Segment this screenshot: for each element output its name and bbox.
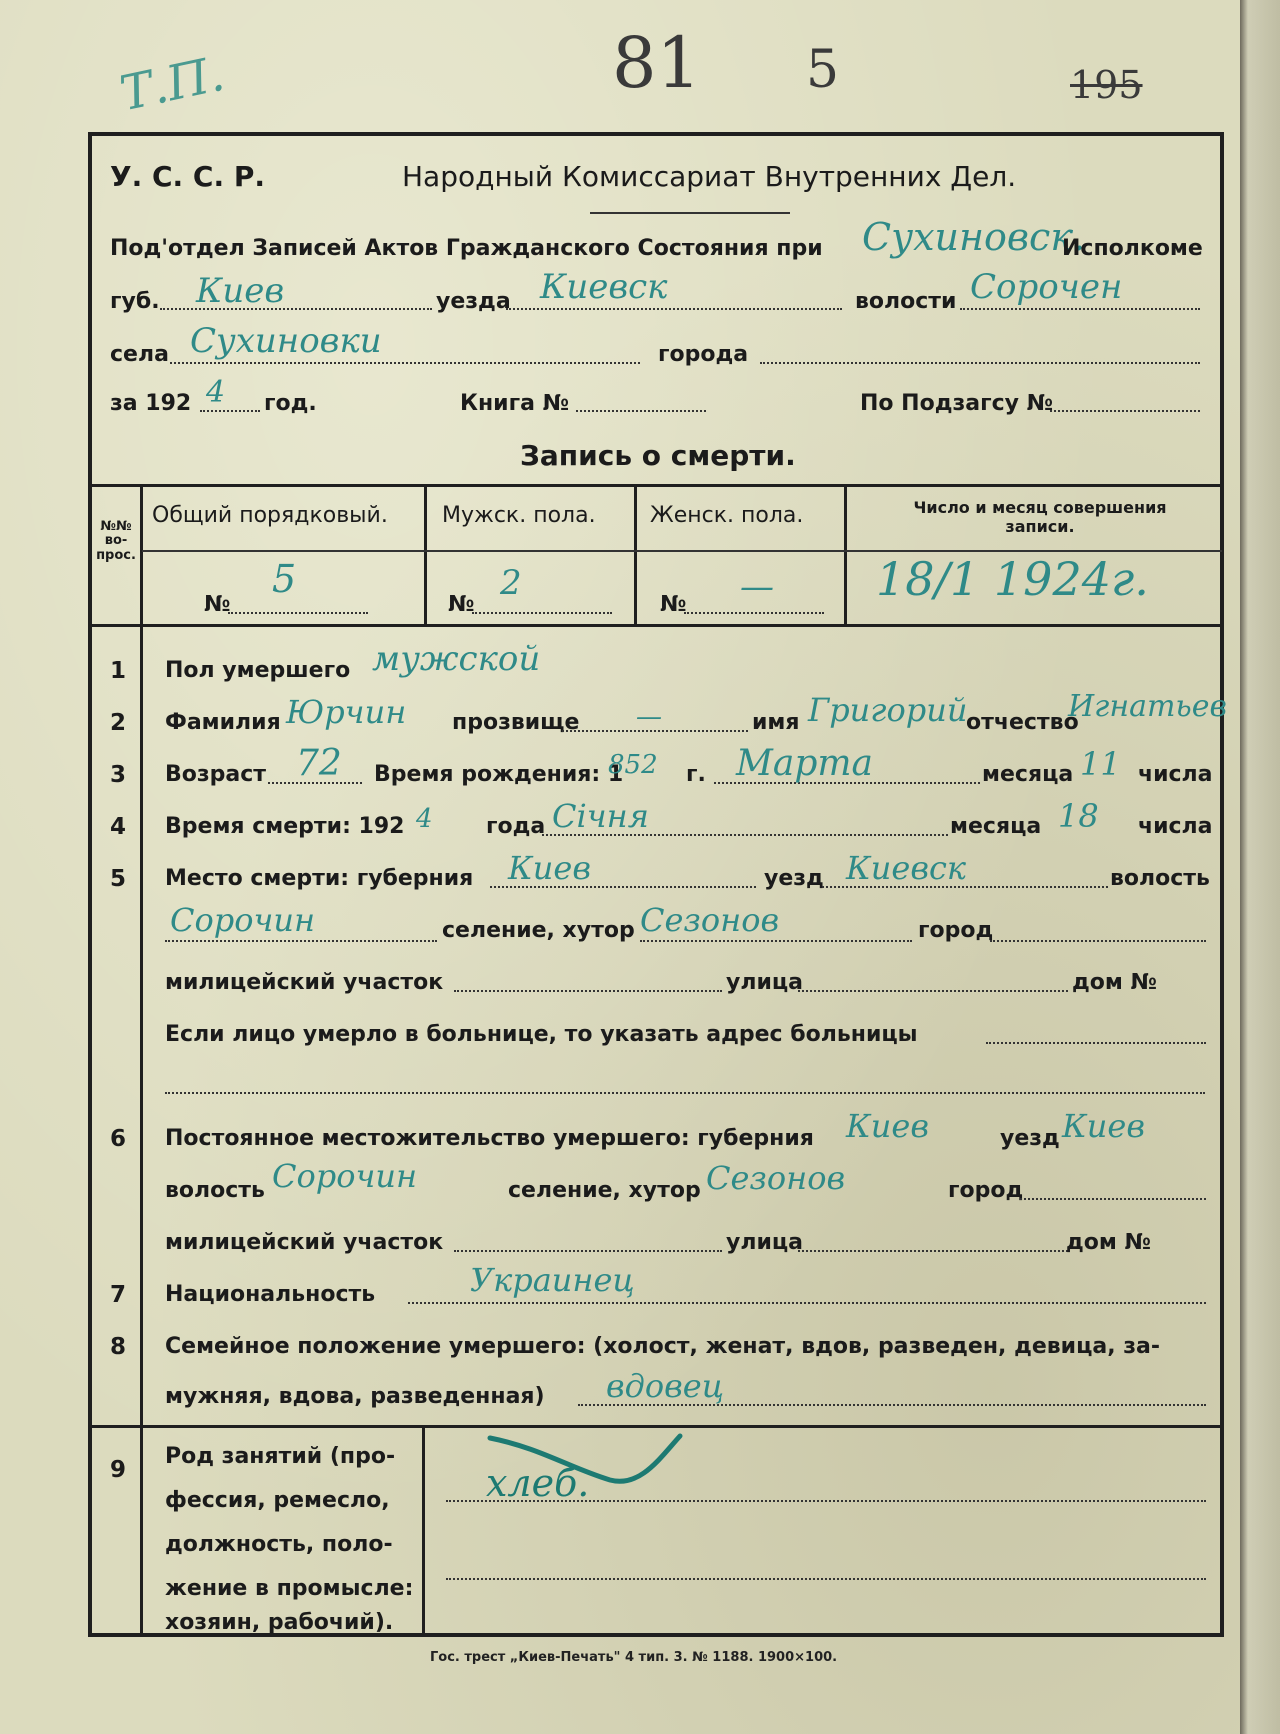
postoyan-uezd-fill: Киев	[1062, 1107, 1145, 1145]
familia-fill: Юрчин	[286, 693, 407, 731]
goda-label: года	[486, 814, 546, 839]
familia-label: Фамилия	[165, 710, 281, 735]
date-fill: 18/1 1924г.	[876, 552, 1149, 606]
nn-label: №№ во-прос.	[96, 519, 136, 563]
mesto-gub-fill: Киев	[508, 849, 591, 887]
postoyan-volost-fill: Сорочин	[272, 1157, 418, 1195]
printer-footer: Гос. трест „Киев-Печать" 4 тип. 3. № 1188. 1900×100.	[430, 1650, 838, 1665]
record-title: Запись о смерти.	[520, 439, 796, 472]
row-number-3: 3	[109, 762, 126, 788]
imya-label: имя	[752, 710, 800, 735]
smert-month-fill: Січня	[552, 797, 649, 835]
mesto-label: Место смерти: губерния	[165, 866, 474, 891]
mesto-uezd-label: уезд	[764, 866, 824, 891]
col-line-2	[424, 484, 427, 624]
pol-label: Пол умершего	[165, 658, 351, 683]
archive-number-81: 81	[612, 22, 702, 104]
semeyn-label: Семейное положение умершего: (холост, женат, вдов, разведен, девица, за-	[165, 1334, 1161, 1359]
col-line-1	[140, 484, 143, 624]
selo-line	[170, 362, 640, 364]
female-no: №	[660, 592, 687, 617]
nac-line	[408, 1302, 1206, 1304]
mesyaca-label: месяца	[982, 762, 1074, 787]
postoyan-ulica-label: улица	[726, 1230, 804, 1255]
col-line-4	[844, 484, 847, 624]
birth-month-fill: Марта	[736, 743, 873, 784]
smert-year-fill: 4	[416, 804, 433, 834]
god-label: год.	[264, 391, 317, 416]
ulica-line	[798, 990, 1068, 992]
postoyan-gorod-label: город	[948, 1178, 1024, 1203]
bolnica-line-2	[165, 1092, 1205, 1094]
dom-label: дом №	[1072, 970, 1157, 995]
smert-chisla-label: числа	[1138, 814, 1213, 839]
rod-label-4: жение в промысле:	[165, 1576, 414, 1601]
table-body-line	[92, 624, 1222, 627]
mesto-volost-label: волость	[1110, 866, 1210, 891]
prozvische-fill: —	[636, 702, 662, 732]
rod-label-2: фессия, ремесло,	[165, 1488, 390, 1513]
postoyan-milic-label: милицейский участок	[165, 1230, 444, 1255]
smert-label: Время смерти: 192	[165, 814, 405, 839]
male-no-line	[472, 612, 612, 614]
podzags-line	[1050, 410, 1200, 412]
male-fill: 2	[500, 563, 522, 603]
title-underline	[590, 212, 790, 214]
semeyn-label-2: мужняя, вдова, разведенная)	[165, 1384, 545, 1409]
rod-line-2	[446, 1578, 1206, 1580]
prozvische-label: прозвище	[452, 710, 580, 735]
year-line	[200, 410, 260, 412]
ulica-label: улица	[726, 970, 804, 995]
row-number-5: 5	[109, 866, 126, 892]
archive-number-195: 195	[1070, 63, 1143, 107]
row-number-2: 2	[109, 710, 126, 736]
semeyn-fill: вдовец	[606, 1367, 725, 1405]
kniga-label: Книга №	[460, 391, 570, 416]
postoyan-uezd-label: уезд	[1000, 1126, 1060, 1151]
postoyan-label: Постоянное местожительство умершего: губерния	[165, 1126, 814, 1151]
nac-label: Национальность	[165, 1282, 376, 1307]
commissariat-title: Народный Комиссариат Внутренних Дел.	[402, 160, 1017, 193]
date-head: Число и месяц совершения записи.	[913, 498, 1167, 537]
volost-fill: Сорочен	[970, 267, 1123, 307]
postoyan-ulica-line	[798, 1250, 1068, 1252]
g-label: г.	[686, 762, 706, 787]
volost-line	[960, 308, 1200, 310]
podzags-label: По Подзагсу №	[860, 391, 1054, 416]
general-no: №	[204, 592, 231, 617]
gorod-line	[760, 362, 1200, 364]
female-fill: —	[740, 567, 774, 607]
gorod-label: города	[658, 342, 749, 367]
general-no-line	[228, 612, 368, 614]
smert-mesyaca-label: месяца	[950, 814, 1042, 839]
otchestvo-label: отчество	[966, 710, 1079, 735]
row-number-4: 4	[109, 814, 126, 840]
rod-label-3: должность, поло-	[165, 1532, 393, 1557]
postoyan-milic-line	[454, 1250, 722, 1252]
volost-label: волости	[855, 289, 957, 314]
uezd-line	[506, 308, 842, 310]
male-no: №	[448, 592, 475, 617]
rod-fill: хлеб.	[486, 1461, 590, 1505]
vozrast-fill: 72	[296, 743, 342, 784]
row-number-1: 1	[109, 658, 126, 684]
num-col-line	[140, 624, 143, 1634]
postoyan-selenie-label: селение, хутор	[508, 1178, 701, 1203]
uezd-label: уезда	[436, 289, 511, 314]
subdept-fill: Сухиновск.	[862, 215, 1086, 259]
bolnica-label: Если лицо умерло в больнице, то указать адрес больницы	[165, 1022, 918, 1047]
female-head: Женск. пола.	[650, 503, 804, 528]
mesto-uezd-fill: Киевск	[846, 849, 966, 887]
col-line-3	[634, 484, 637, 624]
postoyan-gorod-line	[1020, 1198, 1206, 1200]
year-fill: 4	[206, 375, 226, 410]
table-top-line	[92, 484, 1222, 487]
mesto-volost-fill: Сорочин	[170, 901, 316, 939]
mesto-gorod-line	[990, 940, 1206, 942]
birth-day-fill: 11	[1080, 745, 1121, 783]
nac-fill: Украинец	[470, 1261, 635, 1299]
row-number-8: 8	[109, 1334, 126, 1360]
subdept-label: Под'отдел Записей Актов Гражданского Состояния при	[110, 236, 823, 261]
smert-day-fill: 18	[1058, 797, 1099, 835]
postoyan-selenie-fill: Сезонов	[706, 1159, 846, 1197]
mesto-selenie-fill: Сезонов	[640, 901, 780, 939]
mesto-selenie-line	[640, 940, 912, 942]
vremya-rozhd-label: Время рождения: 1	[374, 762, 624, 787]
female-no-line	[684, 612, 824, 614]
rod-label-1: Род занятий (про-	[165, 1444, 396, 1469]
vremya-rozhd-fill: 852	[608, 750, 658, 780]
selo-fill: Сухиновки	[190, 321, 382, 361]
rod-label-5: хозяин, рабочий).	[165, 1610, 394, 1635]
selo-label: села	[110, 342, 169, 367]
bolnica-line	[986, 1042, 1206, 1044]
row-number-7: 7	[109, 1282, 126, 1308]
mesto-volost-line	[165, 940, 437, 942]
pol-fill: мужской	[372, 639, 541, 679]
postoyan-volost-label: волость	[165, 1178, 265, 1203]
otchestvo-fill: Игнатьев	[1068, 689, 1227, 724]
milic-line	[454, 990, 722, 992]
milic-label: милицейский участок	[165, 970, 444, 995]
signature-stroke-icon	[480, 1418, 700, 1498]
uezd-fill: Киевск	[540, 267, 668, 307]
adjacent-page-edge	[1240, 0, 1280, 1734]
mesto-selenie-label: селение, хутор	[442, 918, 635, 943]
general-fill: 5	[272, 557, 297, 601]
ispolkom-label: Исполкоме	[1062, 236, 1203, 261]
imya-fill: Григорий	[808, 691, 968, 729]
vozrast-label: Возраст	[165, 762, 267, 787]
general-head: Общий порядковый.	[152, 503, 388, 528]
kniga-line	[576, 410, 706, 412]
gub-fill: Киев	[196, 271, 285, 311]
rod-col-line	[422, 1425, 425, 1634]
ussr-label: У. С. С. Р.	[110, 160, 265, 193]
archive-number-5: 5	[806, 40, 840, 100]
chisla-label: числа	[1138, 762, 1213, 787]
postoyan-gub-fill: Киев	[846, 1107, 929, 1145]
corner-mark: Т.П.	[115, 45, 230, 123]
male-head: Мужск. пола.	[442, 503, 596, 528]
year-label: за 192	[110, 391, 192, 416]
postoyan-dom-label: дом №	[1066, 1230, 1151, 1255]
mesto-gorod-label: город	[918, 918, 994, 943]
row-number-9: 9	[109, 1457, 126, 1483]
row-number-6: 6	[109, 1126, 126, 1152]
gub-label: губ.	[110, 289, 160, 314]
